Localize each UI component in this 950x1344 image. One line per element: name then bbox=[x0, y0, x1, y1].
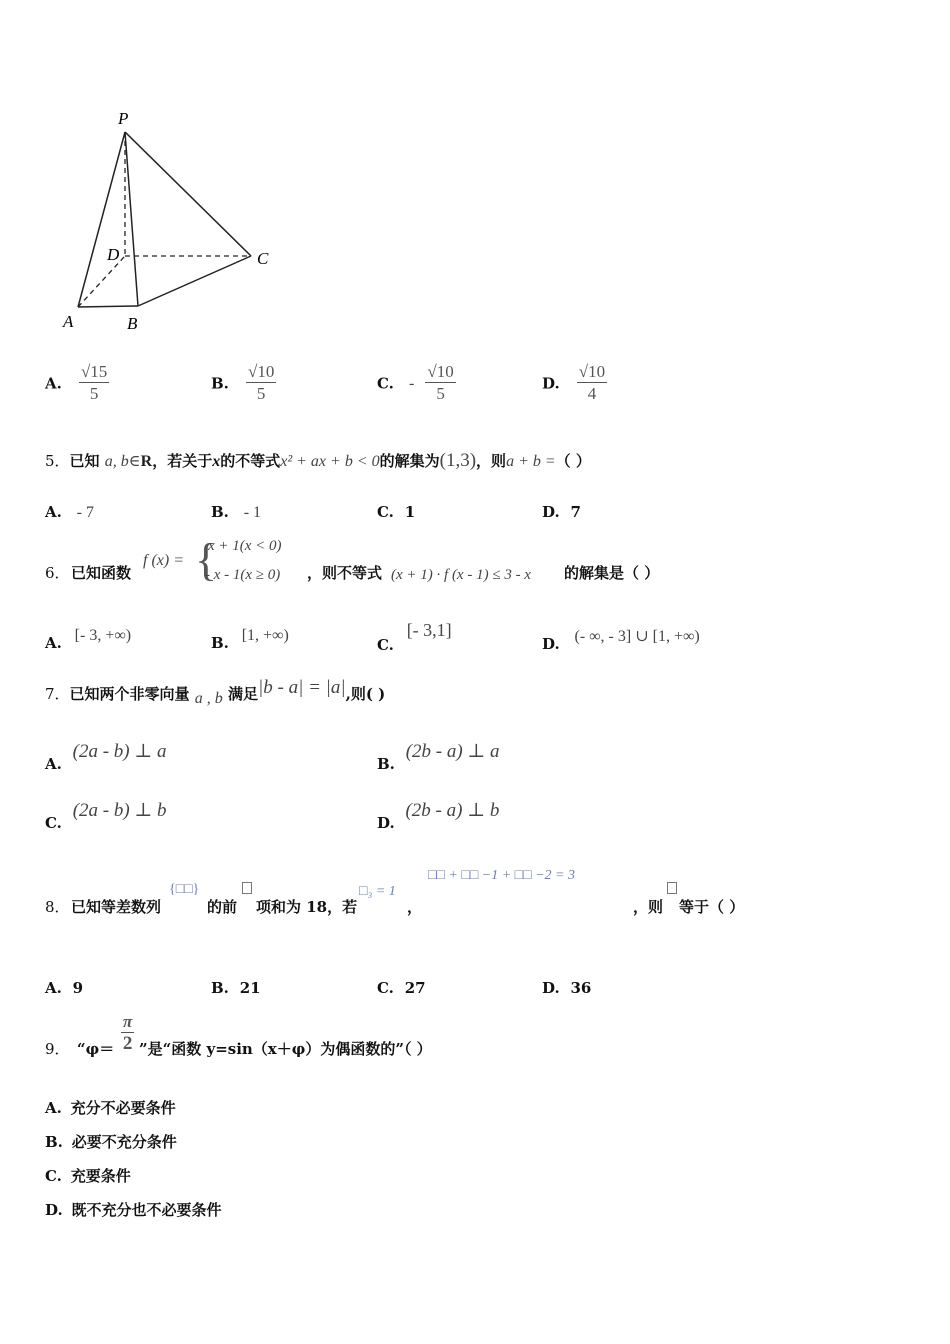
q8-option-b[interactable] bbox=[211, 979, 261, 997]
option-value: 27 bbox=[404, 979, 426, 997]
option-label: A. bbox=[45, 374, 62, 393]
option-label: A. bbox=[45, 1099, 62, 1117]
text: 已知函数 bbox=[71, 564, 132, 582]
q7-option-d[interactable] bbox=[377, 799, 500, 832]
edge-BC bbox=[138, 256, 251, 306]
math: (1,3) bbox=[439, 450, 477, 471]
text: ，则 bbox=[633, 898, 664, 916]
option-value: [- 3,1] bbox=[406, 620, 452, 640]
option-value: 1 bbox=[404, 503, 416, 521]
edge-PA bbox=[78, 132, 125, 307]
denominator: 5 bbox=[256, 384, 266, 403]
option-value: - 1 bbox=[243, 504, 262, 521]
q4-option-a[interactable] bbox=[45, 362, 109, 405]
placeholder-box bbox=[242, 882, 252, 894]
numerator: π bbox=[123, 1012, 133, 1031]
function-def: f (x) = bbox=[143, 552, 184, 569]
option-label: B. bbox=[211, 979, 229, 997]
option-label: D. bbox=[45, 1201, 63, 1219]
option-value: (- ∞, - 3] ∪ [1, +∞) bbox=[574, 628, 700, 645]
pi-over-two bbox=[121, 1012, 134, 1055]
inequality: (x + 1) · f (x - 1) ≤ 3 - x bbox=[391, 567, 531, 583]
q7-option-c[interactable] bbox=[45, 799, 167, 832]
q5-option-b[interactable] bbox=[211, 503, 261, 522]
option-label: C. bbox=[377, 979, 394, 997]
option-label: D. bbox=[542, 503, 560, 521]
option-value: (2b - a) ⊥ a bbox=[405, 741, 500, 762]
option-label: D. bbox=[542, 374, 560, 393]
sum-equation: □□ + □□ −1 + □□ −2 = 3 bbox=[428, 868, 575, 883]
q6-option-c[interactable] bbox=[377, 620, 452, 654]
option-label: B. bbox=[377, 755, 395, 773]
question-9 bbox=[45, 1012, 745, 1062]
text: 已知 bbox=[69, 452, 100, 470]
text: 的解集为 bbox=[379, 452, 440, 470]
q4-option-b[interactable] bbox=[211, 362, 276, 405]
question-5 bbox=[45, 450, 591, 472]
q9-option-d[interactable] bbox=[45, 1199, 222, 1220]
q6-option-d[interactable] bbox=[542, 626, 700, 653]
option-label: D. bbox=[542, 635, 560, 653]
text: ， bbox=[407, 898, 423, 916]
option-label: A. bbox=[45, 634, 62, 652]
denominator: 2 bbox=[122, 1033, 133, 1054]
denominator: 5 bbox=[89, 384, 99, 403]
question-number: 6． bbox=[45, 564, 70, 582]
text: ，则 bbox=[476, 452, 507, 470]
q6-option-b[interactable] bbox=[211, 626, 289, 652]
option-value: - 7 bbox=[76, 504, 94, 521]
option-label: B. bbox=[211, 374, 229, 393]
fraction bbox=[577, 362, 607, 405]
q5-option-c[interactable] bbox=[377, 503, 415, 521]
q5-option-a[interactable] bbox=[45, 503, 94, 522]
option-label: A. bbox=[45, 503, 62, 521]
text: ,则( ) bbox=[345, 685, 386, 703]
text: 的解集是（ ） bbox=[564, 564, 660, 582]
option-value: 必要不充分条件 bbox=[71, 1133, 177, 1151]
text: 项和为 18，若 bbox=[256, 898, 358, 916]
a3-equation: □₃ = 1 bbox=[359, 884, 396, 899]
pyramid-figure bbox=[55, 100, 295, 340]
var-x: x bbox=[212, 453, 221, 470]
label-C: C bbox=[257, 249, 269, 268]
option-label: D. bbox=[377, 814, 395, 832]
label-D: D bbox=[107, 245, 120, 264]
text: ，若关于 bbox=[152, 452, 213, 470]
placeholder-box bbox=[667, 882, 677, 894]
option-value: 9 bbox=[72, 979, 84, 997]
condition: |b - a| = |a| bbox=[258, 677, 346, 698]
option-label: C. bbox=[377, 636, 394, 654]
vectors: a , b bbox=[194, 690, 223, 707]
q8-option-c[interactable] bbox=[377, 979, 426, 997]
option-value: 充分不必要条件 bbox=[70, 1099, 176, 1117]
text: （ ） bbox=[555, 452, 591, 470]
text: 满足 bbox=[228, 685, 259, 703]
text: ”是“函数 y=sin（x＋φ）为偶函数的”（ ） bbox=[139, 1040, 432, 1058]
text: 等于（ ） bbox=[679, 898, 745, 916]
fraction bbox=[79, 362, 109, 405]
option-value: (2b - a) ⊥ b bbox=[405, 800, 500, 821]
denominator: 5 bbox=[436, 384, 445, 403]
q6-option-a[interactable] bbox=[45, 626, 132, 652]
option-label: C. bbox=[377, 503, 394, 521]
option-value: 充要条件 bbox=[70, 1167, 131, 1185]
option-value: 36 bbox=[570, 979, 592, 997]
option-label: B. bbox=[45, 1133, 63, 1151]
numerator: √10 bbox=[427, 362, 454, 381]
text: 的不等式 bbox=[220, 452, 281, 470]
option-value: [- 3, +∞) bbox=[74, 627, 132, 644]
option-label: C. bbox=[377, 374, 394, 393]
label-P: P bbox=[118, 109, 129, 128]
edge-AB bbox=[78, 306, 138, 307]
question-7 bbox=[45, 677, 386, 707]
q9-option-a[interactable] bbox=[45, 1097, 176, 1118]
brace: { bbox=[195, 534, 218, 585]
edge-PB bbox=[125, 132, 138, 306]
q9-option-c[interactable] bbox=[45, 1165, 131, 1186]
q4-option-c[interactable] bbox=[377, 362, 456, 405]
option-value: 7 bbox=[570, 503, 581, 521]
fraction bbox=[246, 362, 276, 405]
option-label: B. bbox=[211, 503, 229, 521]
text: “φ＝ bbox=[77, 1040, 115, 1058]
math: a + b = bbox=[506, 453, 556, 470]
minus-sign: - bbox=[409, 374, 415, 392]
label-A: A bbox=[63, 312, 74, 331]
sequence: {□□} bbox=[169, 882, 200, 897]
case-1: x + 1(x < 0) bbox=[208, 538, 282, 554]
label-B: B bbox=[127, 314, 138, 333]
option-value: (2a - b) ⊥ b bbox=[72, 800, 167, 821]
option-value: (2a - b) ⊥ a bbox=[72, 741, 167, 762]
option-label: C. bbox=[45, 1167, 62, 1185]
option-value: [1, +∞) bbox=[241, 627, 289, 644]
question-number: 9． bbox=[45, 1040, 70, 1058]
q7-option-b[interactable] bbox=[377, 740, 500, 773]
option-value: 21 bbox=[239, 979, 261, 997]
question-number: 7． bbox=[45, 685, 70, 703]
question-number: 8． bbox=[45, 898, 70, 916]
option-label: C. bbox=[45, 814, 62, 832]
math: a, b∈ bbox=[104, 453, 141, 470]
denominator: 4 bbox=[587, 384, 597, 403]
option-label: D. bbox=[542, 979, 560, 997]
q8-option-a[interactable] bbox=[45, 979, 83, 997]
text: 的前 bbox=[207, 898, 238, 916]
fraction bbox=[425, 362, 455, 405]
numerator: √15 bbox=[80, 362, 108, 381]
q7-option-a[interactable] bbox=[45, 740, 167, 773]
option-value: 既不充分也不必要条件 bbox=[71, 1201, 222, 1219]
q4-option-d[interactable] bbox=[542, 362, 607, 405]
numerator: √10 bbox=[248, 362, 275, 381]
option-label: A. bbox=[45, 979, 62, 997]
numerator: √10 bbox=[578, 362, 606, 381]
math: x² + ax + b < 0 bbox=[280, 453, 380, 470]
q9-option-b[interactable] bbox=[45, 1131, 177, 1152]
q8-option-d[interactable] bbox=[542, 979, 591, 997]
option-label: B. bbox=[211, 634, 229, 652]
option-label: A. bbox=[45, 755, 62, 773]
math: R bbox=[140, 453, 153, 470]
text: 已知两个非零向量 bbox=[69, 685, 190, 703]
text: ，则不等式 bbox=[307, 564, 383, 582]
text: 已知等差数列 bbox=[71, 898, 162, 916]
question-number: 5． bbox=[45, 452, 70, 470]
edge-PC bbox=[125, 132, 251, 256]
q5-option-d[interactable] bbox=[542, 503, 581, 521]
case-2: - x - 1(x ≥ 0) bbox=[205, 567, 281, 583]
question-8 bbox=[45, 866, 925, 926]
